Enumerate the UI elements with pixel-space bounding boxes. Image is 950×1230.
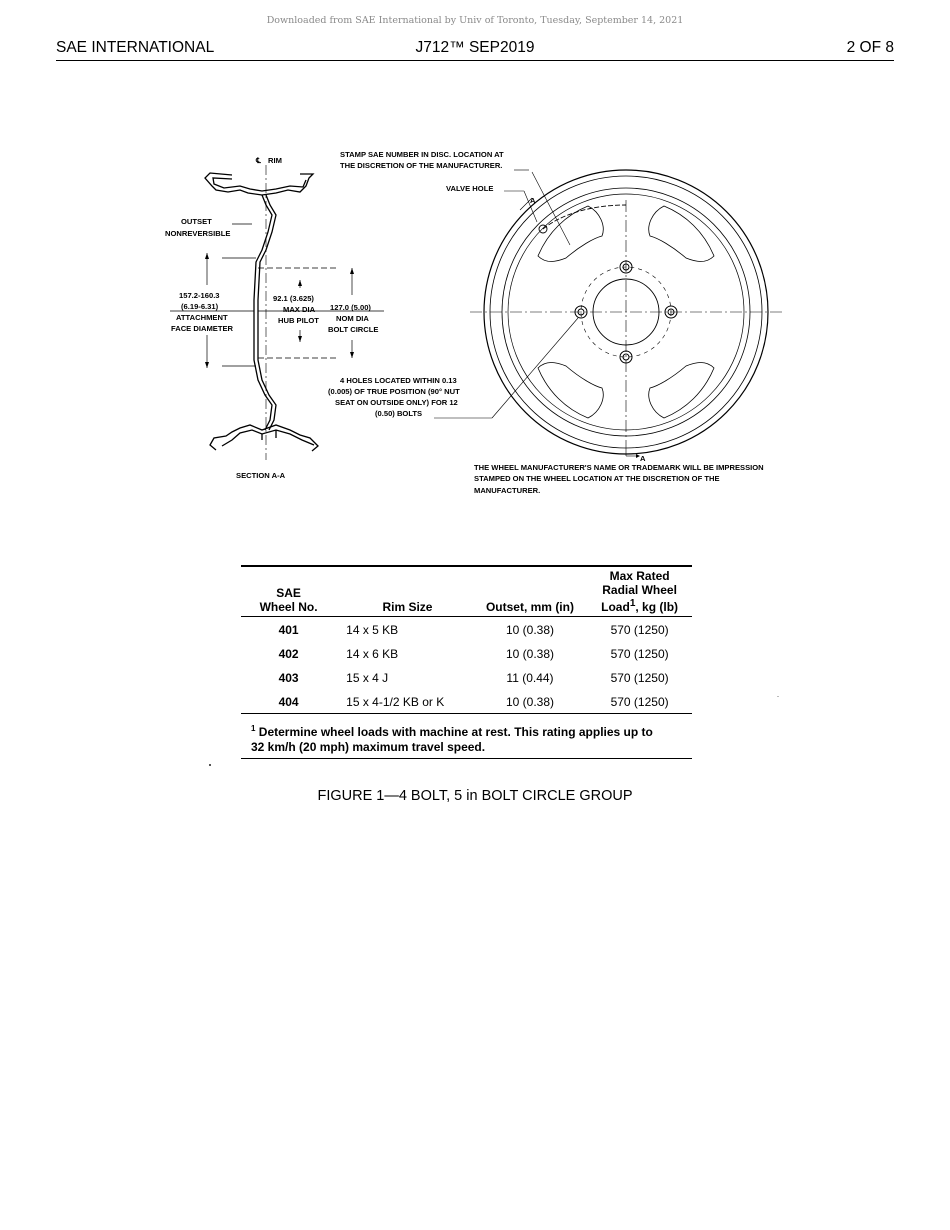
header-outset: Outset, mm (in) bbox=[485, 600, 574, 614]
wheel-spec-table bbox=[241, 565, 692, 759]
hub-pilot-dim: 92.1 (3.625) bbox=[273, 294, 314, 303]
stamp-note-1: STAMP SAE NUMBER IN DISC. LOCATION AT bbox=[340, 150, 504, 159]
bolt-circle-label: BOLT CIRCLE bbox=[328, 325, 379, 334]
table-row: 403 15 x 4 J 11 (0.44) 570 (1250) bbox=[278, 670, 669, 685]
header-max-load: Max Rated Radial Wheel Load$^1$, kg (lb) bbox=[601, 569, 679, 614]
header-sae-wheel-no: SAE Wheel No. bbox=[259, 586, 318, 614]
figure-caption: FIGURE 1—4 BOLT, 5 in BOLT CIRCLE GROUP bbox=[317, 788, 633, 804]
attachment-dim-in: (6.19-6.31) bbox=[181, 302, 219, 311]
table-row: 402 14 x 6 KB 10 (0.38) 570 (1250) bbox=[278, 646, 669, 661]
wheel-drawing bbox=[0, 0, 950, 520]
holes-note-3: SEAT ON OUTSIDE ONLY) FOR 12 bbox=[335, 398, 458, 407]
valve-hole-label: VALVE HOLE bbox=[446, 184, 494, 193]
attachment-label: ATTACHMENT bbox=[176, 313, 228, 322]
header-rim-size: Rim Size bbox=[382, 600, 433, 614]
max-dia-label: MAX DIA bbox=[283, 305, 316, 314]
centerline-symbol: ℄ bbox=[256, 156, 261, 165]
table-row: 404 15 x 4-1/2 KB or K 10 (0.38) 570 (1250) bbox=[241, 689, 692, 714]
hub-pilot-label: HUB PILOT bbox=[278, 316, 319, 325]
holes-note-2: (0.005) OF TRUE POSITION (90° NUT bbox=[328, 387, 460, 396]
table-header-row bbox=[241, 566, 692, 617]
maker-note-1: THE WHEEL MANUFACTURER'S NAME OR TRADEMARK WILL BE IMPRESSION bbox=[474, 463, 764, 472]
maker-note-3: MANUFACTURER. bbox=[474, 486, 541, 495]
rim-label: RIM bbox=[268, 156, 282, 165]
nom-dia-label: NOM DIA bbox=[336, 314, 369, 323]
standard-number: J712™ SEP2019 bbox=[415, 39, 535, 56]
scan-speck bbox=[209, 764, 211, 766]
section-mark-bottom: A bbox=[640, 454, 646, 463]
table-row: 401 14 x 5 KB 10 (0.38) 570 (1250) bbox=[278, 622, 669, 637]
holes-note-4: (0.50) BOLTS bbox=[375, 409, 423, 418]
attachment-dim: 157.2-160.3 bbox=[179, 291, 220, 300]
section-mark-top: A bbox=[530, 196, 536, 205]
maker-note-2: STAMPED ON THE WHEEL LOCATION AT THE DISCRETION OF THE bbox=[474, 474, 720, 483]
nonreversible-label: NONREVERSIBLE bbox=[165, 229, 231, 238]
scan-speck bbox=[777, 696, 779, 697]
holes-note-1: 4 HOLES LOCATED WITHIN 0.13 bbox=[340, 376, 457, 385]
outset-label: OUTSET bbox=[181, 217, 212, 226]
bolt-circle-dim: 127.0 (5.00) bbox=[330, 303, 371, 312]
download-watermark: Downloaded from SAE International by Univ of Toronto, Tuesday, September 14, 2021 bbox=[266, 15, 684, 26]
stamp-note-2: THE DISCRETION OF THE MANUFACTURER. bbox=[340, 161, 503, 170]
face-diameter-label: FACE DIAMETER bbox=[171, 324, 234, 333]
page-number: 2 OF 8 bbox=[846, 39, 894, 56]
table-footnote: $^1$ Determine wheel loads with machine at rest. This rating applies up to 32 km/h (20 mph) maximum travel speed. bbox=[241, 714, 692, 759]
organization-name: SAE INTERNATIONAL bbox=[56, 39, 215, 56]
section-label: SECTION A-A bbox=[236, 471, 286, 480]
valve-hole bbox=[539, 205, 626, 233]
